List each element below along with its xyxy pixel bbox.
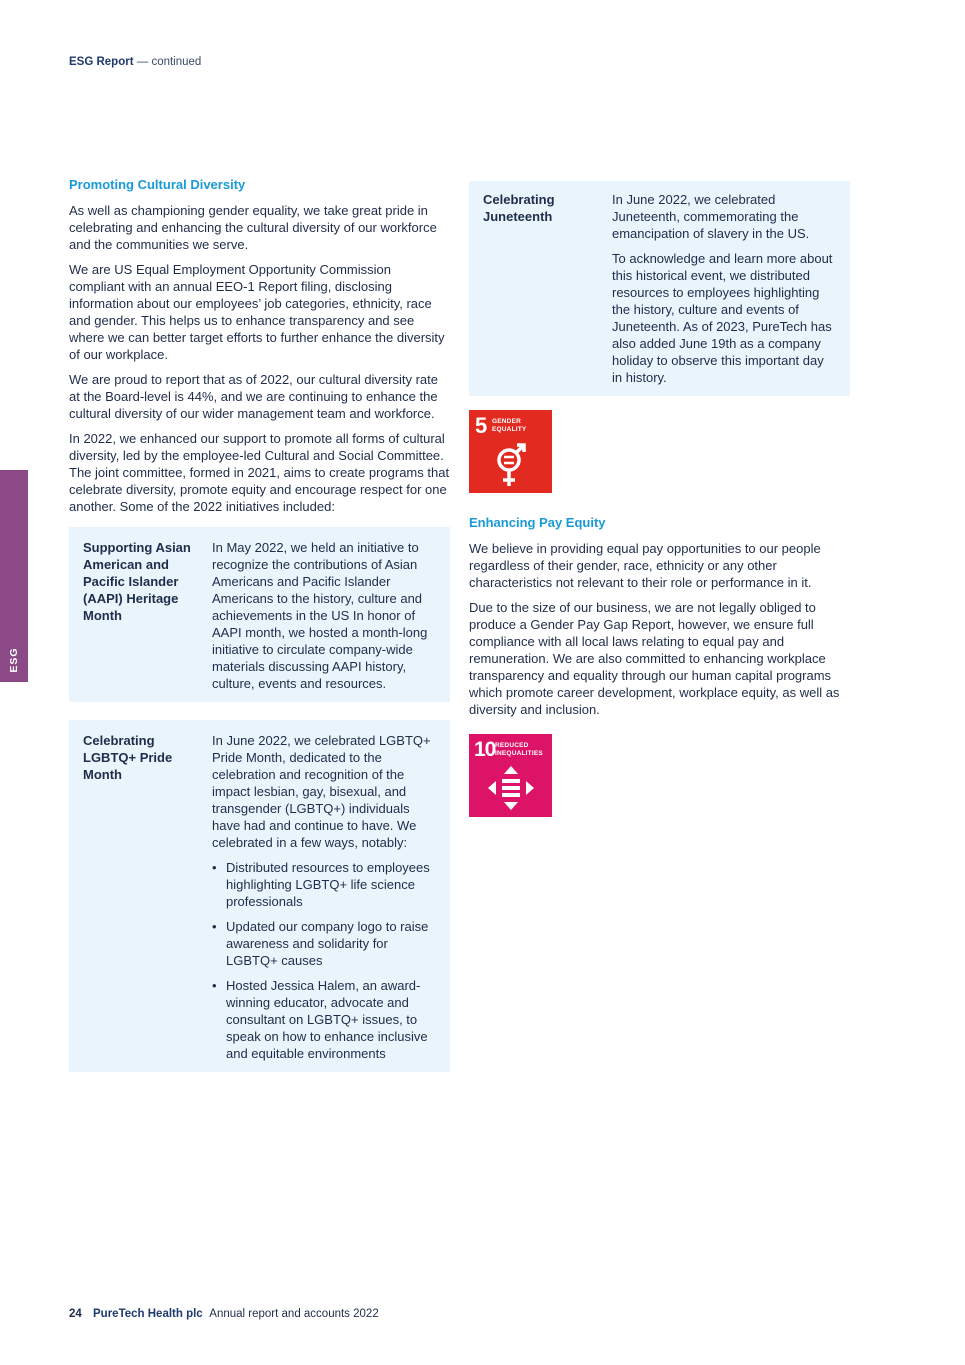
- pride-initiative-box: [69, 720, 450, 1072]
- juneteenth-box: [469, 181, 850, 396]
- sdg5-title-line2: EQUALITY: [492, 426, 527, 433]
- sdg10-title-line1: REDUCED: [495, 742, 529, 749]
- paragraph: We are US Equal Employment Opportunity Commission compliant with an annual EEO-1 Report filing, disclosing information about our employees’ job categories, ethnicity, race and gender. This helps us to enhance transparency and see where we can better target efforts to further enhance the diversity of our workplace.: [69, 262, 445, 362]
- paragraph: Due to the size of our business, we are not legally obliged to produce a Gender Pay Gap Report, however, we ensure full compliance with all local laws relating to equal pay and remuneration. We are also committed to enhancing workplace transparency and equality through our human capital programs which promote career development, workplace equity, as well as diversity and inclusion.: [469, 600, 840, 717]
- page-header: [69, 56, 201, 68]
- sdg5-title: [492, 418, 526, 434]
- sdg5-gender-equality-icon: [469, 410, 552, 493]
- sdg10-title-line2: INEQUALITIES: [495, 750, 543, 757]
- sdg5-number: 5: [475, 413, 488, 438]
- aapi-box-content: [212, 539, 436, 692]
- pride-box-content: [212, 732, 436, 1062]
- paragraph: We believe in providing equal pay opportunities to our people regardless of their gender, race, ethnicity or any other characteristics not relevant to their role or performance in it.: [469, 541, 821, 590]
- footer-document: Annual report and accounts 2022: [209, 1308, 379, 1320]
- right-column: [469, 181, 850, 817]
- sdg10-title: [495, 742, 543, 758]
- paragraph: As well as championing gender equality, we take great pride in celebrating and enhancing the cultural diversity of our workforce and the communities we serve.: [69, 203, 437, 252]
- section-side-tab: [0, 470, 28, 682]
- paragraph: In 2022, we enhanced our support to promote all forms of cultural diversity, led by the employee-led Cultural and Social Committee. The joint committee, formed in 2021, aims to create programs that celebrate diversity, promote equity and encourage respect for one another. Some of the 2022 initiatives included:: [69, 431, 450, 514]
- gender-equality-symbol-icon: [491, 442, 531, 490]
- header-title: ESG Report: [69, 56, 134, 68]
- sdg10-number: 10: [474, 738, 496, 761]
- pride-box-text: In June 2022, we celebrated LGBTQ+ Pride Month, dedicated to the celebration and recognition of the impact lesbian, gay, bisexual, and transgender (LGBTQ+) individuals have had and continue to have. We celebrated in a few ways, notably:: [212, 733, 431, 850]
- side-tab-label: ESG: [8, 647, 20, 673]
- juneteenth-text-2: To acknowledge and learn more about this historical event, we distributed resources to employees highlighting the history, culture and events of Juneteenth. As of 2023, PureTech has also added June 19th as a company holiday to observe this important day in history.: [612, 251, 833, 385]
- footer-company: PureTech Health plc: [93, 1308, 203, 1320]
- list-item: • Updated our company logo to raise awareness and solidarity for LGBTQ+ causes: [212, 918, 436, 969]
- juneteenth-box-content: [612, 191, 836, 386]
- aapi-box-text: In May 2022, we held an initiative to recognize the contributions of Asian Americans and Pacific Islander Americans to the history, culture and achievements in the US In honor of AAPI month, we hosted a month-long initiative to circulate company-wide materials discussing AAPI history, culture, events and resources.: [212, 540, 428, 691]
- cultural-diversity-heading: Promoting Cultural Diversity: [69, 177, 246, 192]
- left-column: [69, 177, 450, 1072]
- page-number: 24: [69, 1308, 82, 1320]
- aapi-initiative-box: [69, 527, 450, 702]
- pride-box-label: Celebrating LGBTQ+ Pride Month: [83, 733, 173, 782]
- header-suffix: — continued: [136, 56, 202, 68]
- reduced-inequalities-symbol-icon: [486, 764, 536, 812]
- list-item: • Distributed resources to employees highlighting LGBTQ+ life science professionals: [212, 859, 436, 910]
- aapi-box-label: Supporting Asian American and Pacific Islander (AAPI) Heritage Month: [83, 540, 191, 623]
- pride-bullet-list: [212, 859, 436, 1062]
- juneteenth-text-1: In June 2022, we celebrated Juneteenth, commemorating the emancipation of slavery in the US.: [612, 192, 810, 241]
- list-item: • Hosted Jessica Halem, an award-winning educator, advocate and consultant on LGBTQ+ issues, to speak on how to enhance inclusive and equitable environments: [212, 977, 436, 1062]
- sdg10-reduced-inequalities-icon: [469, 734, 552, 817]
- sdg5-title-line1: GENDER: [492, 418, 522, 425]
- page-footer: [69, 1308, 379, 1320]
- juneteenth-box-label: Celebrating Juneteenth: [483, 192, 555, 224]
- pay-equity-heading: Enhancing Pay Equity: [469, 515, 606, 530]
- paragraph: We are proud to report that as of 2022, our cultural diversity rate at the Board-level is 44%, and we are continuing to enhance the cultural diversity of our wider management team and workforce.: [69, 372, 439, 421]
